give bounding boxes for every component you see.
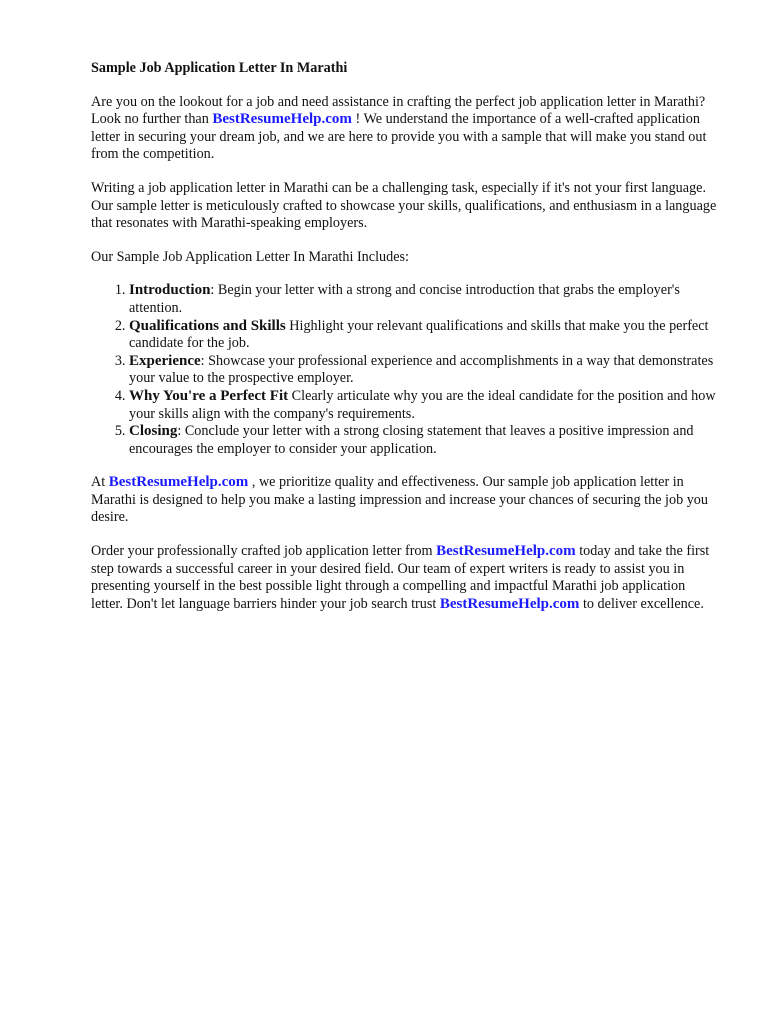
list-item-perfect-fit <box>129 388 719 423</box>
intro-text-end: ! We understand the importance of a well-crafted application letter in securing your dream job, and we are here to provide you with a sample that will make you stand out from the competition. <box>91 111 707 163</box>
order-text-end: to deliver excellence. <box>579 595 704 612</box>
intro-text-start: Are you on the lookout for a job and need assistance in crafting the perfect job application letter in Marathi? Look no further than <box>91 93 706 128</box>
list-text: : Conclude your letter with a strong closing statement that leaves a positive impression and encourages the employer to consider your application. <box>129 423 694 457</box>
list-item-closing <box>129 423 719 458</box>
quality-text-end: , we prioritize quality and effectiveness. Our sample job application letter in Marathi is designed to help you make a lasting impression and increase your chances of securing the job you desire. <box>91 474 708 526</box>
order-text-start: Order your professionally crafted job application letter from <box>91 543 437 560</box>
bestresumehelp-link[interactable]: BestResumeHelp.com <box>439 595 580 612</box>
list-text: Clearly articulate why you are the ideal candidate for the position and how your skills align with the company's requirements. <box>129 387 716 422</box>
list-item-experience <box>129 353 719 388</box>
marathi-challenge-paragraph: Writing a job application letter in Marathi can be a challenging task, especially if it's not your first language. Our sample letter is meticulously crafted to showcase your skills, qualifications, and enthusiasm in a language that resonates with Marathi-speaking employers. <box>91 179 717 232</box>
includes-heading: Our Sample Job Application Letter In Marathi Includes: <box>91 248 409 265</box>
list-term: Experience <box>129 352 201 369</box>
bestresumehelp-link[interactable]: BestResumeHelp.com <box>212 111 352 128</box>
list-term: Introduction <box>129 282 211 299</box>
document-title: Sample Job Application Letter In Marathi <box>91 60 348 76</box>
list-term: Closing <box>129 423 178 440</box>
document-page <box>91 60 719 629</box>
list-item-qualifications <box>129 318 719 353</box>
quality-text-start: At <box>91 474 109 491</box>
bestresumehelp-link[interactable]: BestResumeHelp.com <box>436 543 576 560</box>
includes-list <box>91 282 719 458</box>
list-term: Qualifications and Skills <box>129 317 286 334</box>
bestresumehelp-link[interactable]: BestResumeHelp.com <box>108 474 249 491</box>
list-item-introduction <box>129 282 719 317</box>
quality-paragraph <box>91 474 719 527</box>
list-text: : Begin your letter with a strong and concise introduction that grabs the employer's attention. <box>129 282 680 316</box>
list-text: : Showcase your professional experience and accomplishments in a way that demonstrates your value to the prospective employer. <box>129 352 714 387</box>
order-text-middle: today and take the first step towards a successful career in your desired field. Our team of expert writers is ready to assist you in presenting yourself in the best possible light through a compelling and impactful Marathi job application letter. Don't let language barriers hinder your job search trust <box>91 543 710 612</box>
list-term: Why You're a Perfect Fit <box>129 387 289 404</box>
list-text: Highlight your relevant qualifications and skills that make you the perfect candidate for the job. <box>129 317 709 352</box>
intro-paragraph <box>91 94 719 164</box>
order-paragraph <box>91 543 719 613</box>
